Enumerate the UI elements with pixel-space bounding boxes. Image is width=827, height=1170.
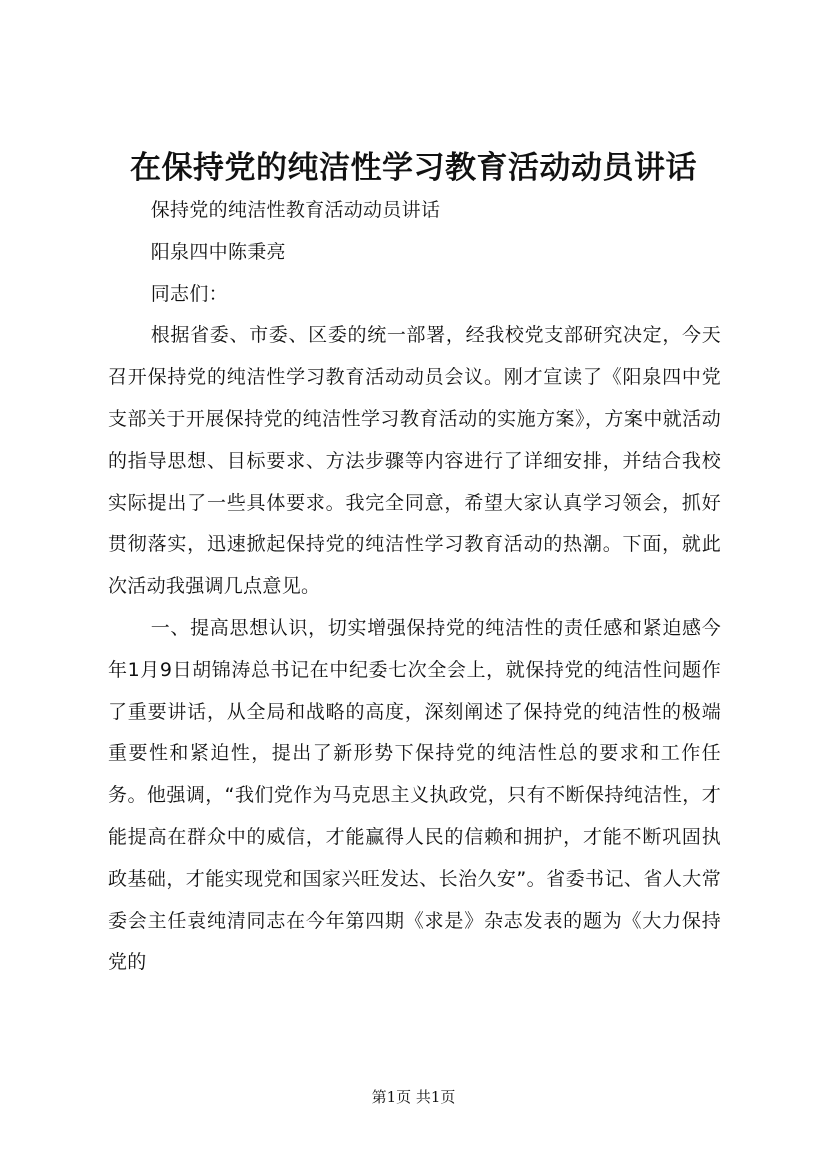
salutation-line: 同志们： bbox=[150, 282, 228, 305]
body-paragraph: 根据省委、市委、区委的统一部署，经我校党支部研究决定，今天召开保持党的纯洁性学习教育活动动员会议。刚才宣读了《阳泉四中党支部关于开展保持党的纯洁性学习教育活动的实施方案》，方案中就活动的指导思想、目标要求、方法步骤等内容进行了详细安排，并结合我校实际提出了一些具体要求。我完全同意，希望大家认真学习领会，抓好贯彻落实，迅速掀起保持党的纯洁性学习教育活动的热潮。下面，就此次活动我强调几点意见。 bbox=[108, 324, 721, 598]
body-paragraph: 一、提高思想认识，切实增强保持党的纯洁性的责任感和紧迫感今年1月9日胡锦涛总书记在中纪委七次全会上，就保持党的纯洁性问题作了重要讲话，从全局和战略的高度，深刻阐述了保持党的纯洁性的极端重要性和紧迫性，提出了新形势下保持党的纯洁性总的要求和工作任务。他强调，“我们党作为马克思主义执政党，只有不断保持纯洁性，才能提高在群众中的威信，才能赢得人民的信赖和拥护，才能不断巩固执政基础，才能实现党和国家兴旺发达、长治久安”。省委书记、省人大常委会主任袁纯清同志在今年第四期《求是》杂志发表的题为《大力保持党的 bbox=[108, 616, 721, 974]
page-number-footer: 第1页 共1页 bbox=[371, 1088, 456, 1106]
document-title: 在保持党的纯洁性学习教育活动动员讲话 bbox=[130, 150, 697, 186]
author-line: 阳泉四中陈秉亮 bbox=[150, 240, 286, 263]
document-body bbox=[108, 190, 721, 984]
subtitle-line: 保持党的纯洁性教育活动动员讲话 bbox=[150, 199, 441, 221]
